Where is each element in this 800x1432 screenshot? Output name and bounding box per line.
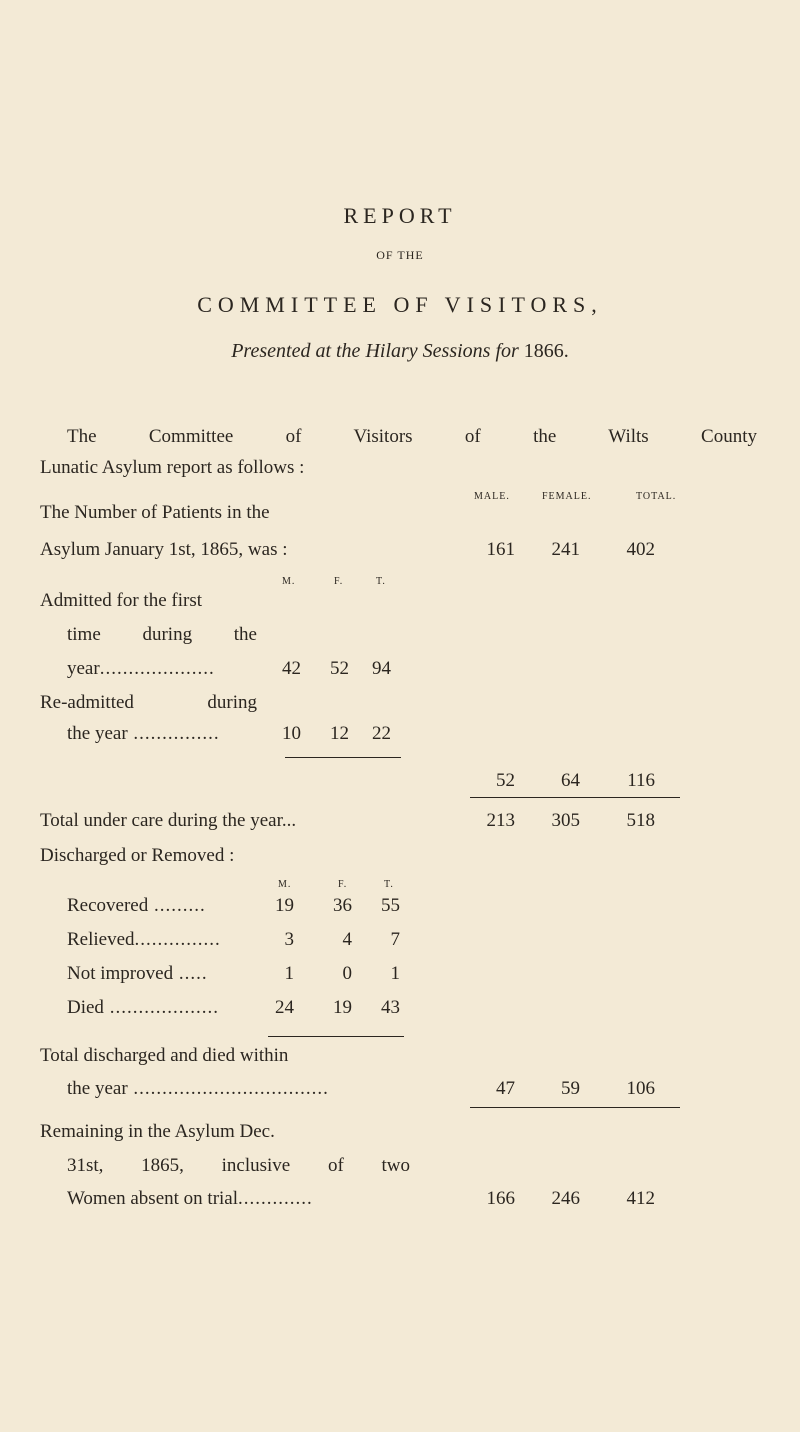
total-discharged-line-1: Total discharged and died within (40, 1045, 289, 1066)
died-t: 43 (381, 997, 400, 1018)
discharge-row-label (67, 895, 206, 917)
readmitted-t: 22 (372, 723, 391, 744)
presented-prefix: Presented at the Hilary Sessions for (231, 340, 519, 362)
readmitted-year-label: the year (67, 723, 128, 744)
relieved-m: 3 (284, 929, 294, 950)
relieved-t: 7 (390, 929, 400, 950)
number-start-line-1: The Number of Patients in the (40, 502, 270, 523)
total-care-male: 213 (486, 810, 515, 831)
admitted-m: 42 (282, 658, 301, 679)
discharges-rule (268, 1036, 404, 1037)
sub-f: F. (334, 576, 344, 587)
recovered-t: 55 (381, 895, 400, 916)
readmitted-line-2 (67, 723, 220, 745)
admissions-total-male: 52 (496, 770, 515, 791)
col-female: FEMALE. (542, 491, 592, 502)
number-start-female: 241 (551, 539, 580, 560)
total-discharged-line-2 (67, 1078, 329, 1100)
not-improved-m: 1 (284, 963, 294, 984)
number-start-line-2: Asylum January 1st, 1865, was : (40, 539, 288, 560)
leader-dots: ......... (148, 895, 206, 916)
discharge-row-label (67, 997, 219, 1019)
remaining-rule (470, 1107, 680, 1108)
remaining-women-label: Women absent on trial (67, 1188, 239, 1209)
died-f: 19 (333, 997, 352, 1018)
admissions-total-female: 64 (561, 770, 580, 791)
presented-line (0, 340, 800, 363)
remaining-total: 412 (626, 1188, 655, 1209)
leader-dots: .................... (99, 658, 215, 679)
sub-m: M. (282, 576, 296, 587)
leader-dots: ............... (134, 929, 221, 950)
number-start-total: 402 (626, 539, 655, 560)
sub-t-2: T. (384, 879, 394, 890)
committee-title: COMMITTEE OF VISITORS, (197, 292, 603, 317)
total-care-label: Total under care during the year... (40, 810, 297, 831)
not-improved-f: 0 (342, 963, 352, 984)
relieved-label: Relieved (67, 929, 135, 950)
total-discharged-total: 106 (626, 1078, 655, 1099)
relieved-f: 4 (342, 929, 352, 950)
remaining-female: 246 (551, 1188, 580, 1209)
remaining-line-2: 31st, 1865, inclusive of two (67, 1155, 410, 1176)
recovered-m: 19 (275, 895, 294, 916)
not-improved-label: Not improved (67, 963, 174, 984)
of-the-label: OF THE (376, 248, 424, 262)
sub-t: T. (376, 576, 386, 587)
discharged-heading: Discharged or Removed : (40, 845, 235, 866)
total-care-female: 305 (551, 810, 580, 831)
recovered-label: Recovered (67, 895, 149, 916)
admissions-rule (285, 757, 401, 758)
total-discharged-year-label: the year (67, 1078, 128, 1099)
died-label: Died (67, 997, 104, 1018)
admitted-line-2: time during the (67, 624, 257, 645)
not-improved-t: 1 (390, 963, 400, 984)
recovered-f: 36 (333, 895, 352, 916)
sub-f-2: F. (338, 879, 348, 890)
readmitted-f: 12 (330, 723, 349, 744)
col-male: MALE. (474, 491, 510, 502)
discharge-row-label (67, 929, 221, 951)
admitted-year-label: year (67, 658, 100, 679)
care-rule (470, 797, 680, 798)
number-start-male: 161 (486, 539, 515, 560)
sub-m-2: M. (278, 879, 292, 890)
leader-dots: ............... (127, 723, 220, 744)
total-discharged-male: 47 (496, 1078, 515, 1099)
intro-line-2: Lunatic Asylum report as follows : (40, 457, 305, 478)
admitted-line-3 (67, 658, 215, 680)
admitted-line-1: Admitted for the first (40, 590, 202, 611)
presented-year: 1866. (523, 340, 569, 362)
total-care-total: 518 (626, 810, 655, 831)
total-discharged-female: 59 (561, 1078, 580, 1099)
remaining-line-1: Remaining in the Asylum Dec. (40, 1121, 275, 1142)
discharge-row-label (67, 963, 208, 985)
admitted-f: 52 (330, 658, 349, 679)
leader-dots: ..... (173, 963, 208, 984)
died-m: 24 (275, 997, 294, 1018)
leader-dots: .................................. (127, 1078, 329, 1099)
leader-dots: ............. (238, 1188, 313, 1209)
remaining-male: 166 (486, 1188, 515, 1209)
remaining-line-3 (67, 1188, 313, 1210)
admitted-t: 94 (372, 658, 391, 679)
admissions-total-total: 116 (627, 770, 655, 791)
report-title: REPORT (343, 203, 457, 228)
col-total: TOTAL. (636, 491, 677, 502)
readmitted-line-1: Re-admitted during (40, 692, 257, 713)
leader-dots: ................... (103, 997, 219, 1018)
intro-line-1: The Committee of Visitors of the Wilts County (67, 426, 757, 447)
readmitted-m: 10 (282, 723, 301, 744)
